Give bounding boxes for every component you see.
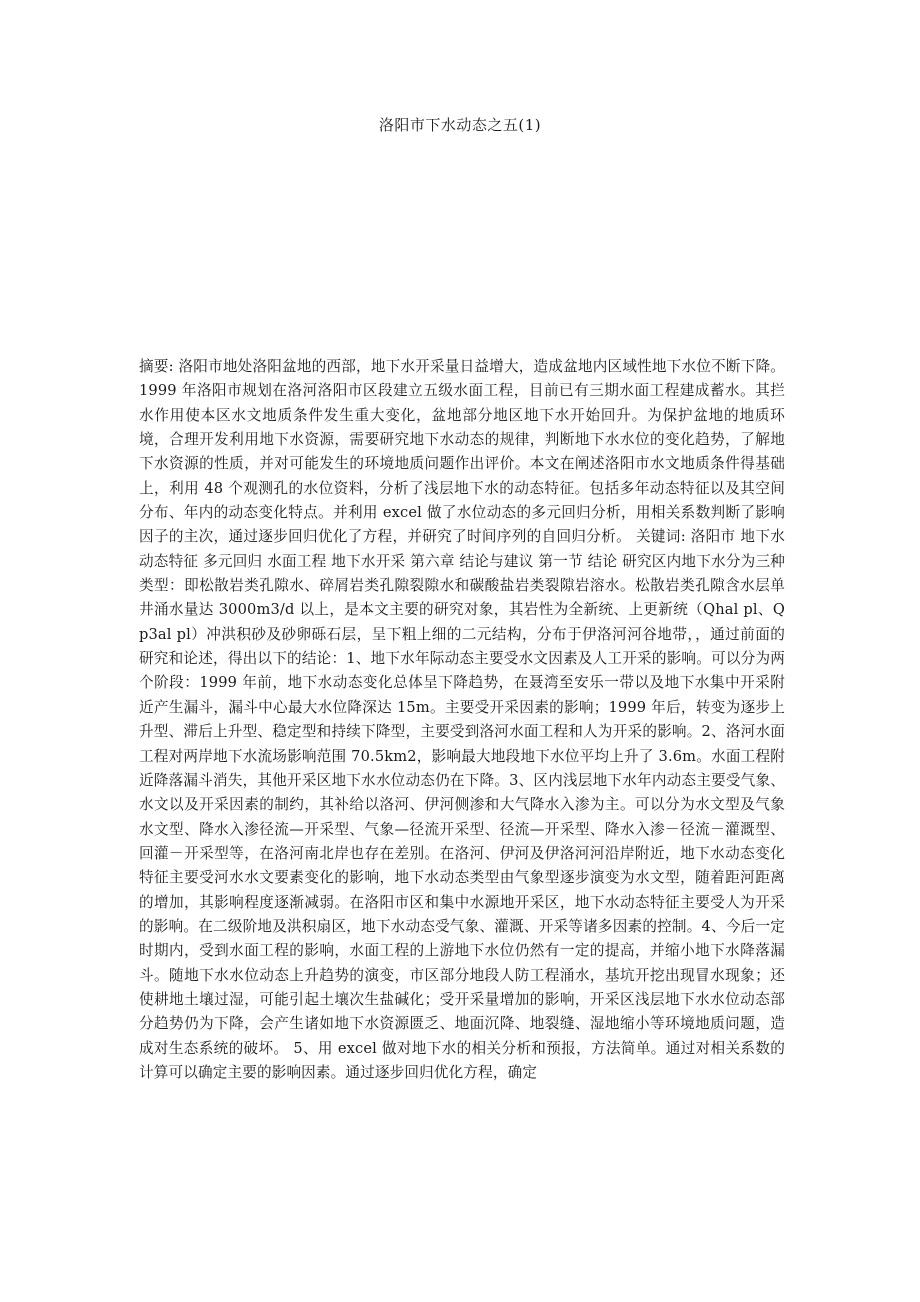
document-title: 洛阳市下水动态之五(1): [378, 116, 542, 134]
document-body-text: 摘要: 洛阳市地处洛阳盆地的西部，地下水开采量日益增大，造成盆地内区域性地下水位不断下降。1999 年洛阳市规划在洛河洛阳市区段建立五级水面工程，目前已有三期水面工程建成蓄水。其拦水作用使本区水文地质条件发生重大变化，盆地部分地区地下水开始回升。为保护盆地的地质环境，合理开发利用地下水资源，需要研究地下水动态的规律，判断地下水水位的变化趋势，了解地下水资源的性质，并对可能发生的环境地质问题作出评价。本文在阐述洛阳市水文地质条件得基础上，利用 48 个观测孔的水位资料，分析了浅层地下水的动态特征。包括多年动态特征以及其空间分布、年内的动态变化特点。并利用 excel 做了水位动态的多元回归分析，用相关系数判断了影响因子的主次，通过逐步回归优化了方程，并研究了时间序列的自回归分析。 关键词: 洛阳市 地下水 动态特征 多元回归 水面工程 地下水开采 第六章 结论与建议 第一节 结论 研究区内地下水分为三种类型：即松散岩类孔隙水、碎屑岩类孔隙裂隙水和碳酸盐岩类裂隙岩溶水。松散岩类孔隙含水层单井涌水量达 3000m3/d 以上，是本文主要的研究对象，其岩性为全新统、上更新统（Qhal pl、Qp3al pl）冲洪积砂及砂卵砾石层，呈下粗上细的二元结构，分布于伊洛河河谷地带，，通过前面的研究和论述，得出以下的结论：1、地下水年际动态主要受水文因素及人工开采的影响。可以分为两个阶段：1999 年前，地下水动态变化总体呈下降趋势，在聂湾至安乐一带以及地下水集中开采附近产生漏斗，漏斗中心最大水位降深达 15m。主要受开采因素的影响；1999 年后，转变为逐步上升型、滞后上升型、稳定型和持续下降型，主要受到洛河水面工程和人为开采的影响。2、洛河水面工程对两岸地下水流场影响范围 70.5km2，影响最大地段地下水位平均上升了 3.6m。水面工程附近降落漏斗消失，其他开采区地下水水位动态仍在下降。3、区内浅层地下水年内动态主要受气象、水文以及开采因素的制约，其补给以洛河、伊河侧渗和大气降水入渗为主。可以分为水文型及气象水文型、降水入渗径流—开采型、气象—径流开采型、径流—开采型、降水入渗－径流－灌溉型、回灌－开采型等，在洛河南北岸也存在差别。在洛河、伊河及伊洛河河沿岸附近，地下水动态变化特征主要受河水水文要素变化的影响，地下水动态类型由气象型逐步演变为水文型，随着距河距离的增加，其影响程度逐渐减弱。在洛阳市区和集中水源地开采区，地下水动态特征主要受人为开采的影响。在二级阶地及洪积扇区，地下水动态受气象、灌溉、开采等诸多因素的控制。4、今后一定时期内，受到水面工程的影响，水面工程的上游地下水位仍然有一定的提高，并缩小地下水降落漏斗。随地下水水位动态上升趋势的演变，市区部分地段人防工程涌水，基坑开挖出现冒水现象；还使耕地土壤过湿，可能引起土壤次生盐碱化；受开采量增加的影响，开采区浅层地下水水位动态部分趋势仍为下降，会产生诸如地下水资源匮乏、地面沉降、地裂缝、湿地缩小等环境地质问题，造成对生态系统的破坏。 5、用 excel 做对地下水的相关分析和预报，方法简单。通过对相关系数的计算可以确定主要的影响因素。通过逐步回归优化方程，确定: [139, 358, 785, 1081]
